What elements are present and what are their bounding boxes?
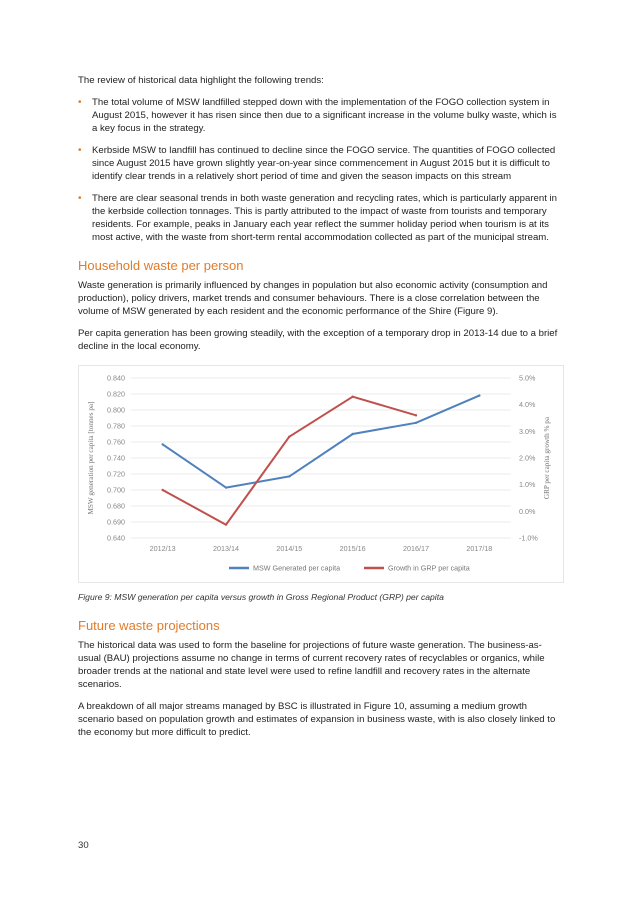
y-tick-label: 0.680 (107, 501, 125, 511)
series-line-1 (163, 397, 416, 525)
y-tick-label: 0.800 (107, 405, 125, 415)
intro-text: The review of historical data highlight the following trends: (78, 75, 324, 86)
y-tick-label: 0.640 (107, 533, 125, 543)
data-point (478, 394, 480, 396)
y-tick-label: 0.760 (107, 437, 125, 447)
data-point (351, 395, 353, 397)
y-tick-label: 0.700 (107, 485, 125, 495)
y2-tick-label: 3.0% (519, 426, 536, 436)
y2-tick-label: -1.0% (519, 533, 538, 543)
bullet-icon: • (78, 145, 82, 156)
y-tick-label: 0.690 (107, 517, 125, 527)
data-point (225, 486, 227, 488)
data-point (288, 475, 290, 477)
x-tick-label: 2017/18 (466, 544, 493, 553)
y-tick-label: 0.740 (107, 453, 125, 463)
page-number: 30 (78, 840, 89, 851)
list-item (78, 96, 564, 135)
list-item-text: The total volume of MSW landfilled stepped down with the implementation of the FOGO collection system in August 2015, however it has risen since then due to a significant increase in the volume bulky waste, which is a key focus in the strategy. (92, 97, 557, 134)
y2-tick-label: 4.0% (519, 400, 536, 410)
figure-caption: Figure 9: MSW generation per capita versus growth in Gross Regional Product (GRP) per capita (78, 592, 444, 602)
household-paragraph-2: Per capita generation has been growing steadily, with the exception of a temporary drop in 2013-14 due to a brief decline in the local economy. (78, 328, 558, 352)
y2-tick-label: 5.0% (519, 373, 536, 383)
data-point (288, 435, 290, 437)
list-item (78, 144, 564, 183)
data-point (415, 422, 417, 424)
y-tick-label: 0.840 (107, 373, 125, 383)
section-heading-household: Household waste per person (78, 258, 244, 273)
list-item-text: There are clear seasonal trends in both waste generation and recycling rates, which is particularly apparent in the kerbside collection tonnages. This is partly attributed to the impact of waste from tourists and temporary residents. For example, peaks in January each year reflect the summer holiday period when tourism is at its most active, with the waste from short-term rental accommodation collected as part of the municipal stream. (92, 193, 558, 243)
x-tick-label: 2015/16 (339, 544, 366, 553)
data-point (161, 443, 163, 445)
y-tick-label: 0.720 (107, 469, 125, 479)
bullet-icon: • (78, 193, 82, 204)
list-item-text: Kerbside MSW to landfill has continued to decline since the FOGO service. The quantities of FOGO collected since August 2015 have grown slightly year-on-year since commencement in August 2015 but it is difficult to identify clear trends in a relatively short period of time and given the season impacts on this stream (92, 145, 556, 182)
section-heading-projections: Future waste projections (78, 618, 220, 633)
chart-container (78, 365, 564, 583)
list-item (78, 192, 564, 244)
x-tick-label: 2012/13 (149, 544, 176, 553)
legend-label: Growth in GRP per capita (388, 563, 470, 573)
data-point (415, 414, 417, 416)
legend-label: MSW Generated per capita (253, 563, 341, 573)
data-point (161, 489, 163, 491)
household-paragraph-1: Waste generation is primarily influenced by changes in population but also economic activity (consumption and production), policy drivers, market trends and consumer behaviours. There is a close correlation between the volume of MSW generated by each resident and the economic performance of the Shire (Figure 9). (78, 280, 548, 317)
y2-tick-label: 1.0% (519, 480, 536, 490)
msw-grp-chart (79, 366, 563, 582)
projections-paragraph-2: A breakdown of all major streams managed by BSC is illustrated in Figure 10, assuming a medium growth scenario based on population growth and estimates of expansion in business waste, with is also closely linked to the economy but more difficult to predict. (78, 701, 556, 738)
y-tick-label: 0.820 (107, 389, 125, 399)
page-content (78, 74, 564, 748)
projections-paragraph-1: The historical data was used to form the baseline for projections of future waste generation. The business-as-usual (BAU) projections assume no change in terms of current recovery rates of recyclables or organics, while broader trends at the national and state level were used to refine landfill and recovery rates in the alternate scenarios. (78, 640, 545, 690)
bullet-icon: • (78, 97, 82, 108)
trend-list (78, 96, 564, 244)
x-tick-label: 2016/17 (403, 544, 429, 553)
y2-axis-label: GRP per capita growth % pa (543, 416, 551, 500)
data-point (225, 523, 227, 525)
y-axis-label: MSW generation per capita [tonnes pa] (87, 401, 95, 515)
y-tick-label: 0.780 (107, 421, 125, 431)
y2-tick-label: 2.0% (519, 453, 536, 463)
x-tick-label: 2013/14 (213, 544, 239, 553)
y2-tick-label: 0.0% (519, 506, 536, 516)
data-point (351, 433, 353, 435)
x-tick-label: 2014/15 (276, 544, 303, 553)
